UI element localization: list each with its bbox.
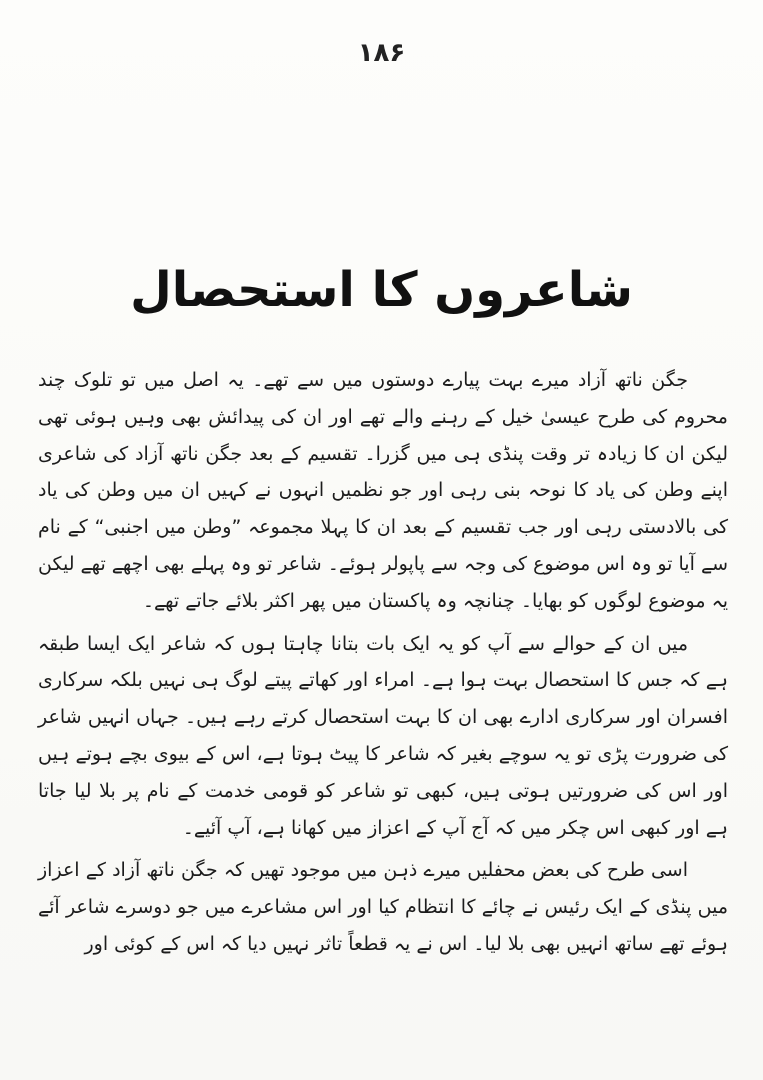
chapter-title: شاعروں کا استحصال	[130, 262, 633, 318]
page-number: ۱۸۶	[357, 38, 406, 68]
paragraph: اسی طرح کی بعض محفلیں میرے ذہن میں موجود تھیں کہ جگن ناتھ آزاد کے اعزاز میں پنڈی کے ایک رئیس نے چائے کا انتظام کیا اور اس مشاعرے میں جو دوسرے شاعر آئے ہوئے تھے ساتھ انہیں بھی بلا لیا۔ اس نے یہ قطعاً تاثر نہیں دیا کہ اس کے کوئی اور	[38, 859, 728, 955]
paragraph: جگن ناتھ آزاد میرے بہت پیارے دوستوں میں سے تھے۔ یہ اصل میں تو تلوک چند محروم کی طرح عیسیٰ خیل کے رہنے والے تھے اور ان کی پیدائش بھی وہیں ہوئی تھی لیکن ان کا زیادہ تر وقت پنڈی ہی میں گزرا۔ تقسیم کے بعد جگن ناتھ آزاد کی شاعری اپنے وطن کی یاد کا نوحہ بنی رہی اور جو نظمیں انہوں نے کہیں ان میں وطن کی یاد کی بالادستی رہی اور جب تقسیم کے بعد ان کا پہلا مجموعہ ”وطن میں اجنبی“ کے نام سے آیا تو وہ اس موضوع کی وجہ سے پاپولر ہوئے۔ شاعر تو وہ پہلے بھی اچھے تھے لیکن یہ موضوع لوگوں کو بھایا۔ چنانچہ وہ پاکستان میں پھر اکثر بلائے جاتے تھے۔	[38, 369, 728, 612]
body-text	[38, 362, 728, 963]
paragraph: میں ان کے حوالے سے آپ کو یہ ایک بات بتانا چاہتا ہوں کہ شاعر ایک ایسا طبقہ ہے کہ جس کا استحصال بہت ہوا ہے۔ امراء اور کھاتے پیتے لوگ ہی نہیں بلکہ سرکاری افسران اور سرکاری ادارے بھی ان کا بہت استحصال کرتے رہے ہیں۔ جہاں انہیں شاعر کی ضرورت پڑی تو یہ سوچے بغیر کہ شاعر کا پیٹ ہوتا ہے، اس کے بیوی بچے ہوتے ہیں اور اس کی ضرورتیں ہوتی ہیں، کبھی تو شاعر کو قومی خدمت کے نام پر بلا لیا جاتا ہے اور کبھی اس چکر میں کہ آج آپ کے اعزاز میں کھانا ہے، آپ آئیے۔	[38, 632, 728, 839]
